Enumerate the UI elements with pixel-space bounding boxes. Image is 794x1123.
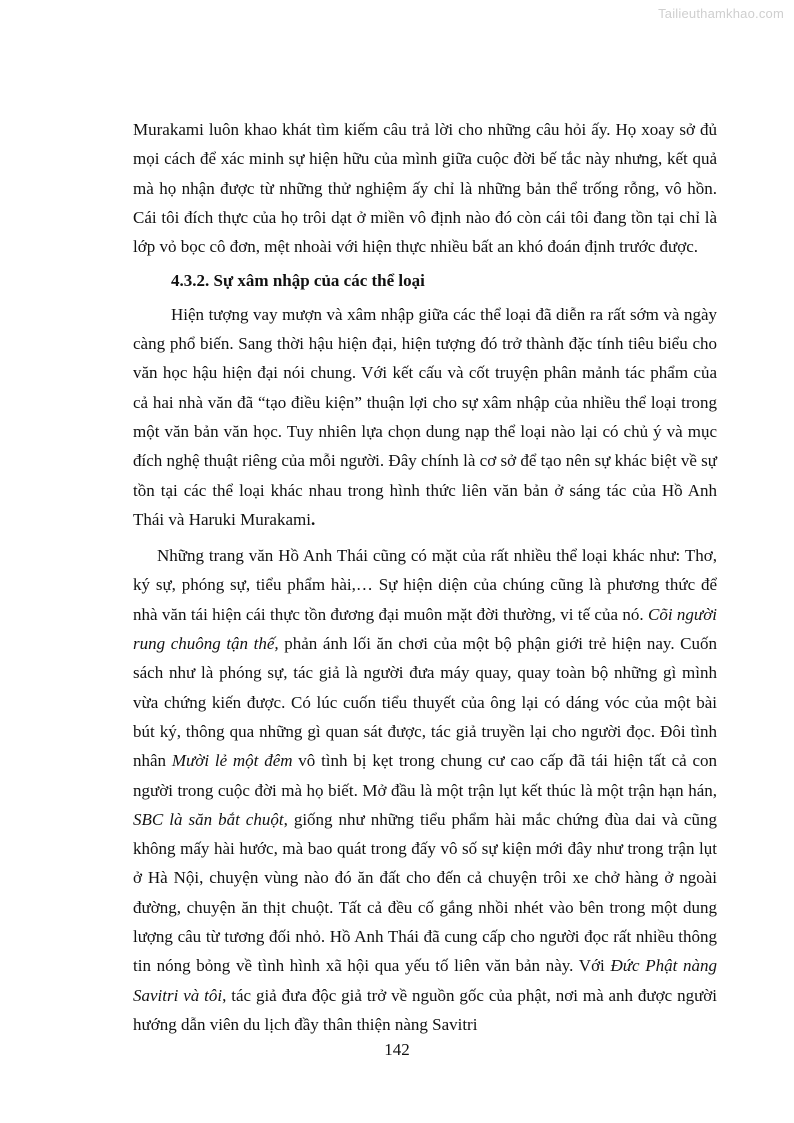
- paragraph-3-text-4: , giống như những tiểu phẩm hài mắc chứng đùa dai và cũng không mấy hài hước, mà bao quát trong đấy vô số sự kiện mới đây như trong trận lụt ở Hà Nội, chuyện vùng nào đó ăn đất cho đến cả chuyện trôi xe chở hàng ở ngoài đường, chuyện ăn thịt chuột. Tất cả đều cố gắng nhồi nhét vào bên trong một dung lượng câu từ tương đối nhỏ. Hồ Anh Thái đã cung cấp cho người đọc rất nhiều thông tin nóng bỏng về tình hình xã hội qua yếu tố liên văn bản này. Với: [133, 809, 717, 976]
- book-title-duc-phat: Đức Phật nàng Savitri và tôi: [133, 956, 717, 1005]
- paragraph-3: [133, 541, 717, 1039]
- paragraph-2-period: .: [310, 509, 316, 529]
- page-body: [133, 115, 717, 1039]
- book-title-sbc: SBC là săn bắt chuột: [133, 809, 284, 829]
- paragraph-3-text-3: vô tình bị kẹt trong chung cư cao cấp đã tái hiện tất cả con người trong cuộc đời mà họ biết. Mở đầu là một trận lụt kết thúc là một trận hạn hán,: [133, 751, 718, 800]
- paragraph-2: [133, 300, 717, 534]
- paragraph-1: Murakami luôn khao khát tìm kiếm câu trả lời cho những câu hỏi ấy. Họ xoay sở đủ mọi cách để xác minh sự hiện hữu của mình giữa cuộc đời bế tắc này nhưng, kết quả mà họ nhận được từ những thử nghiệm ấy chỉ là những bản thể trống rỗng, vô hồn. Cái tôi đích thực của họ trôi dạt ở miền vô định nào đó còn cái tôi đang tồn tại chỉ là lớp vỏ bọc cô đơn, mệt nhoài với hiện thực nhiều bất an khó đoán định trước được.: [133, 120, 717, 257]
- section-heading: 4.3.2. Sự xâm nhập của các thể loại: [171, 271, 425, 291]
- book-title-coi-nguoi: Cõi người rung chuông tận thế,: [133, 604, 717, 654]
- paragraph-3-text-2: phản ánh lối ăn chơi của một bộ phận giới trẻ hiện nay. Cuốn sách như là phóng sự, tác giả là người đưa máy quay, quay toàn bộ những gì mình vừa chứng kiến được. Có lúc cuốn tiểu thuyết của ông lại có dáng vóc của một bài bút ký, thông qua những gì quan sát được, tác giả truyền lại cho người đọc. Đôi tình nhân: [133, 634, 717, 771]
- paragraph-2-text: Hiện tượng vay mượn và xâm nhập giữa các thể loại đã diễn ra rất sớm và ngày càng phổ biến. Sang thời hậu hiện đại, hiện tượng đó trở thành đặc tính tiêu biểu cho văn học hậu hiện đại nói chung. Với kết cấu và cốt truyện phân mảnh tác phẩm của cả hai nhà văn đã “tạo điều kiện” thuận lợi cho sự xâm nhập của nhiều thể loại trong một văn bản văn học. Tuy nhiên lựa chọn dung nạp thể loại nào lại có chủ ý và mục đích nghệ thuật riêng của mỗi người. Đây chính là cơ sở để tạo nên sự khác biệt về sự tồn tại các thể loại khác nhau trong hình thức liên văn bản ở sáng tác của Hồ Anh Thái và Haruki Murakami: [133, 304, 717, 529]
- book-title-muoi-le-mot-dem: Mười lẻ một đêm: [171, 751, 293, 771]
- paragraph-3-text-1: Những trang văn Hồ Anh Thái cũng có mặt của rất nhiều thể loại khác như: Thơ, ký sự, phóng sự, tiểu phẩm hài,… Sự hiện diện của chúng cũng là phương thức để nhà văn tái hiện cái thực tồn đương đại muôn mặt đời thường, vi tế của nó.: [133, 546, 717, 624]
- page-number: 142: [384, 1040, 410, 1059]
- paragraph-3-text-5: , tác giả đưa độc giả trở về nguồn gốc của phật, nơi mà anh được người hướng dẫn viên du lịch đầy thân thiện nàng Savitri: [133, 985, 718, 1034]
- watermark-text: Tailieuthamkhao.com: [658, 6, 784, 21]
